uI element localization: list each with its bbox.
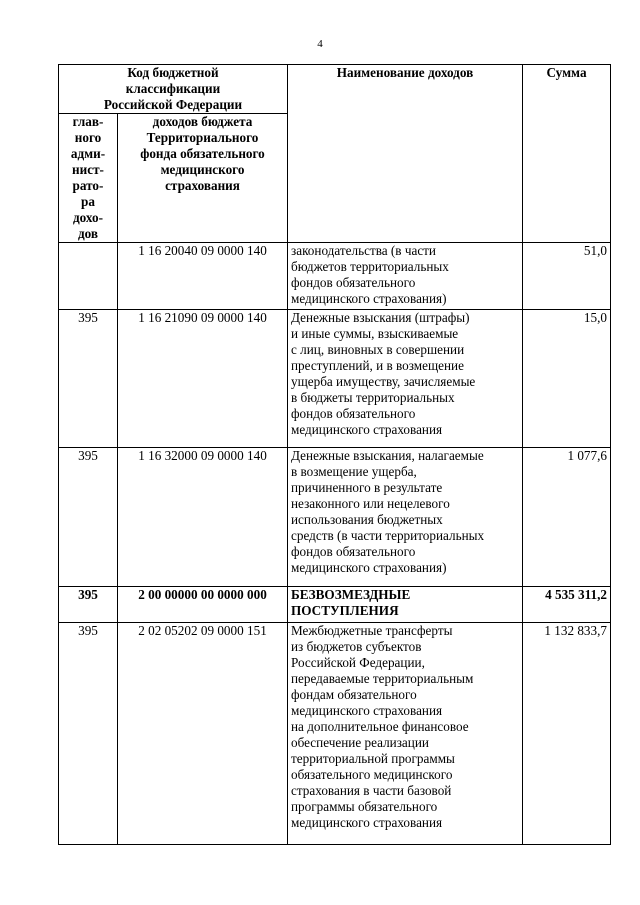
income-code-header: доходов бюджета Территориального фонда обязательного медицинского страхования: [118, 114, 288, 243]
table-row: [59, 587, 611, 623]
income-name-cell: законодательства (в части бюджетов территориальных фондов обязательного медицинского страхования): [288, 243, 523, 310]
income-name-cell: Межбюджетные трансферты из бюджетов субъектов Российской Федерации, передаваемые территориальным фондам обязательного медицинского страхования на дополнительное финансовое обеспечение реализации территориальной программы обязательного медицинского страхования в части базовой программы обязательного медицинского страхования: [288, 623, 523, 845]
sum-cell: 15,0: [523, 310, 611, 448]
income-code-cell: 1 16 32000 09 0000 140: [118, 448, 288, 587]
admin-code-cell: 395: [59, 587, 118, 623]
sum-cell: 51,0: [523, 243, 611, 310]
table-row: [59, 448, 611, 587]
sum-header: Сумма: [523, 65, 611, 243]
admin-code-cell: 395: [59, 448, 118, 587]
sum-cell: 4 535 311,2: [523, 587, 611, 623]
sum-cell: 1 132 833,7: [523, 623, 611, 845]
budget-classification-code-header: Код бюджетной классификации Российской Федерации: [59, 65, 288, 114]
page-number: 4: [317, 38, 323, 50]
income-name-cell: БЕЗВОЗМЕЗДНЫЕ ПОСТУПЛЕНИЯ: [288, 587, 523, 623]
table-row: [59, 243, 611, 310]
table-row: [59, 310, 611, 448]
chief-administrator-header: глав- ного адми- нист- рато- ра дохо- дов: [59, 114, 118, 243]
revenue-table: [58, 64, 611, 845]
admin-code-cell: 395: [59, 310, 118, 448]
income-code-cell: 2 02 05202 09 0000 151: [118, 623, 288, 845]
sum-cell: 1 077,6: [523, 448, 611, 587]
admin-code-cell: 395: [59, 623, 118, 845]
income-name-cell: Денежные взыскания, налагаемые в возмещение ущерба, причиненного в результате незаконного или нецелевого использования бюджетных средств (в части территориальных фондов обязательного медицинского страхования): [288, 448, 523, 587]
income-name-cell: Денежные взыскания (штрафы) и иные суммы, взыскиваемые с лиц, виновных в совершении преступлений, и в возмещение ущерба имуществу, зачисляемые в бюджеты территориальных фондов обязательного медицинского страхования: [288, 310, 523, 448]
income-code-cell: 1 16 20040 09 0000 140: [118, 243, 288, 310]
income-name-header: Наименование доходов: [288, 65, 523, 243]
admin-code-cell: [59, 243, 118, 310]
income-code-cell: 1 16 21090 09 0000 140: [118, 310, 288, 448]
table-row: [59, 623, 611, 845]
income-code-cell: 2 00 00000 00 0000 000: [118, 587, 288, 623]
